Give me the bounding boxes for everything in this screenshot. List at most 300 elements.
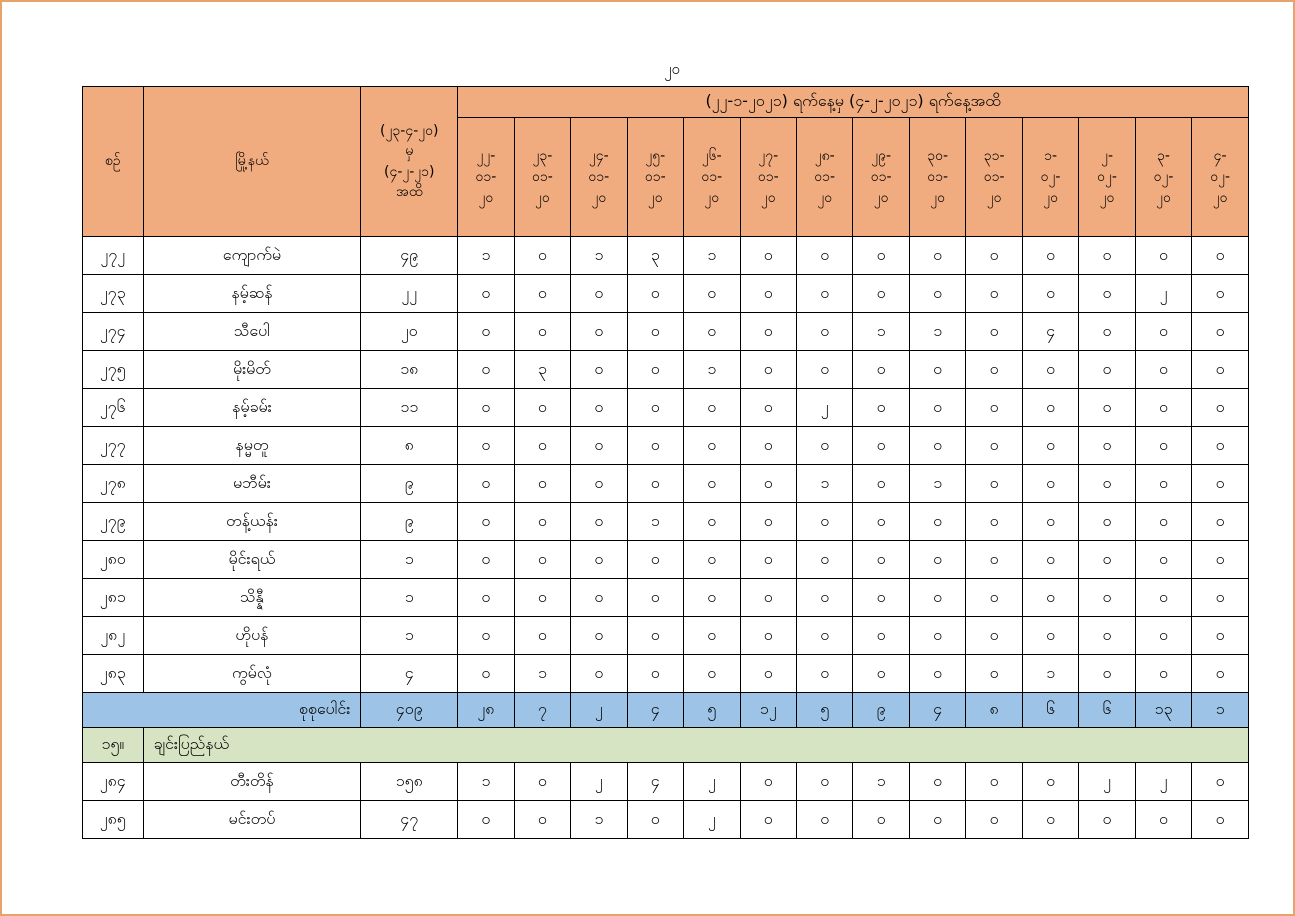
row-value: ၀ — [684, 655, 740, 693]
row-value: ၀ — [684, 503, 740, 541]
row-value: ၀ — [1135, 503, 1191, 541]
row-value: ၀ — [909, 541, 965, 579]
header-date-12-line2: ၀၂- — [1097, 168, 1117, 185]
row-value: ၀ — [458, 313, 514, 351]
row-value: ၀ — [1135, 351, 1191, 389]
row-value: ၀ — [1079, 617, 1135, 655]
row-value: ၀ — [1022, 801, 1078, 839]
total-value: ၂ — [571, 693, 627, 728]
header-date-2-line2: ၀၁- — [531, 168, 553, 185]
row-value: ၀ — [627, 313, 683, 351]
row-value: ၀ — [1192, 313, 1249, 351]
row-value: ၂ — [684, 801, 740, 839]
header-date-10-line2: ၀၁- — [983, 168, 1005, 185]
header-date-1-line1: ၂၂- — [476, 147, 496, 164]
row-value: ၀ — [853, 579, 909, 617]
table-row — [83, 351, 1249, 389]
row-value: ၀ — [796, 237, 852, 275]
row-value: ၀ — [458, 427, 514, 465]
table-row — [83, 617, 1249, 655]
total-value: ၄ — [627, 693, 683, 728]
row-value: ၀ — [853, 801, 909, 839]
row-upto: ၂၂ — [361, 275, 458, 313]
row-value: ၁ — [627, 503, 683, 541]
row-value: ၀ — [909, 801, 965, 839]
row-township: မဘီမ်း — [143, 465, 361, 503]
covid-township-table — [82, 86, 1249, 839]
header-date-9 — [909, 118, 965, 237]
row-value: ၀ — [740, 351, 796, 389]
row-value: ၀ — [966, 579, 1022, 617]
row-value: ၀ — [740, 579, 796, 617]
row-value: ၁ — [909, 313, 965, 351]
header-date-3 — [571, 118, 627, 237]
row-value: ၀ — [514, 427, 570, 465]
row-value: ၂ — [1135, 763, 1191, 801]
row-value: ၀ — [458, 655, 514, 693]
row-value: ၀ — [909, 655, 965, 693]
header-date-5-line1: ၂၆- — [701, 147, 722, 164]
row-upto: ၉ — [361, 465, 458, 503]
row-value: ၀ — [1192, 389, 1249, 427]
row-value: ၀ — [627, 655, 683, 693]
header-date-4 — [627, 118, 683, 237]
row-upto: ၁ — [361, 617, 458, 655]
row-value: ၀ — [853, 351, 909, 389]
row-value: ၀ — [1022, 579, 1078, 617]
row-value: ၀ — [458, 351, 514, 389]
header-date-3-line2: ၀၁- — [588, 168, 610, 185]
row-value: ၁ — [684, 351, 740, 389]
row-no: ၂၇၇ — [83, 427, 144, 465]
row-value: ၂ — [571, 763, 627, 801]
row-value: ၀ — [796, 275, 852, 313]
header-date-11 — [1022, 118, 1078, 237]
row-value: ၀ — [853, 617, 909, 655]
row-value: ၀ — [740, 427, 796, 465]
table-row — [83, 503, 1249, 541]
table-row — [83, 275, 1249, 313]
row-value: ၃ — [627, 237, 683, 275]
row-value: ၁ — [458, 763, 514, 801]
row-value: ၀ — [514, 389, 570, 427]
header-upto-line-1: (၂၃-၄-၂၀) — [380, 122, 439, 139]
row-value: ၀ — [514, 541, 570, 579]
row-value: ၀ — [627, 579, 683, 617]
row-value: ၀ — [1135, 655, 1191, 693]
row-value: ၀ — [1079, 503, 1135, 541]
header-date-4-line2: ၀၁- — [644, 168, 666, 185]
row-value: ၁ — [1022, 655, 1078, 693]
header-date-7-line2: ၀၁- — [814, 168, 836, 185]
total-upto: ၄၀၉ — [361, 693, 458, 728]
row-value: ၀ — [627, 465, 683, 503]
row-no: ၂၈၀ — [83, 541, 144, 579]
table-row — [83, 427, 1249, 465]
row-upto: ၁၁ — [361, 389, 458, 427]
row-value: ၀ — [1079, 655, 1135, 693]
row-upto: ၁ — [361, 541, 458, 579]
header-date-2-line1: ၂၃- — [532, 147, 553, 164]
row-value: ၀ — [458, 389, 514, 427]
header-date-12-line1: ၂- — [1101, 147, 1114, 164]
row-value: ၀ — [514, 617, 570, 655]
row-value: ၀ — [1079, 579, 1135, 617]
row-value: ၀ — [684, 427, 740, 465]
row-value: ၀ — [684, 541, 740, 579]
table-row — [83, 465, 1249, 503]
header-date-8-line3: ၂၀ — [873, 189, 889, 206]
row-value: ၀ — [966, 465, 1022, 503]
row-value: ၀ — [853, 655, 909, 693]
row-value: ၀ — [1079, 427, 1135, 465]
row-value: ၀ — [627, 541, 683, 579]
table-body — [83, 237, 1249, 839]
total-value: ၁၃ — [1135, 693, 1191, 728]
total-label: စုစုပေါင်း — [83, 693, 361, 728]
row-value: ၀ — [514, 465, 570, 503]
row-upto: ၄ — [361, 655, 458, 693]
row-township: မိုင်းရယ် — [143, 541, 361, 579]
row-value: ၀ — [966, 313, 1022, 351]
row-value: ၀ — [514, 237, 570, 275]
header-date-13-line3: ၂၀ — [1156, 189, 1171, 206]
row-value: ၀ — [796, 313, 852, 351]
row-value: ၀ — [571, 351, 627, 389]
table-row — [83, 655, 1249, 693]
total-value: ၅ — [796, 693, 852, 728]
row-value: ၀ — [1192, 801, 1249, 839]
total-value: ၈ — [966, 693, 1022, 728]
row-value: ၁ — [571, 237, 627, 275]
header-date-1-line2: ၀၁- — [475, 168, 497, 185]
row-value: ၀ — [627, 801, 683, 839]
row-value: ၀ — [627, 351, 683, 389]
row-value: ၀ — [796, 351, 852, 389]
row-value: ၀ — [1192, 503, 1249, 541]
row-value: ၀ — [571, 655, 627, 693]
row-value: ၀ — [1135, 617, 1191, 655]
header-date-9-line1: ၃၀- — [927, 147, 949, 164]
row-value: ၀ — [796, 617, 852, 655]
row-value: ၂ — [796, 389, 852, 427]
row-value: ၀ — [909, 763, 965, 801]
row-township: သီပေါ — [143, 313, 361, 351]
row-value: ၀ — [853, 465, 909, 503]
row-value: ၀ — [1192, 617, 1249, 655]
row-value: ၀ — [966, 541, 1022, 579]
row-value: ၀ — [909, 237, 965, 275]
row-value: ၀ — [684, 275, 740, 313]
header-date-5-line2: ၀၁- — [701, 168, 723, 185]
table-row — [83, 313, 1249, 351]
row-value: ၀ — [853, 275, 909, 313]
row-value: ၀ — [458, 541, 514, 579]
row-no: ၂၇၆ — [83, 389, 144, 427]
header-date-14-line3: ၂၀ — [1212, 189, 1228, 206]
row-township: ကျောက်မဲ — [143, 237, 361, 275]
header-date-3-line1: ၂၄- — [588, 147, 609, 164]
row-value: ၀ — [1192, 237, 1249, 275]
row-value: ၃ — [514, 351, 570, 389]
total-value: ၁ — [1192, 693, 1249, 728]
header-date-10 — [966, 118, 1022, 237]
header-date-4-line1: ၂၅- — [645, 147, 666, 164]
row-value: ၀ — [571, 427, 627, 465]
row-value: ၀ — [966, 237, 1022, 275]
header-col-no: စဉ် — [83, 87, 144, 237]
row-value: ၀ — [909, 275, 965, 313]
row-value: ၀ — [458, 503, 514, 541]
row-value: ၀ — [1192, 351, 1249, 389]
header-upto-line-4: အထိ — [396, 183, 423, 200]
row-value: ၀ — [1135, 389, 1191, 427]
row-value: ၀ — [571, 579, 627, 617]
table-header — [83, 87, 1249, 237]
table-row — [83, 237, 1249, 275]
header-col-township: မြို့နယ် — [143, 87, 361, 237]
state-name: ချင်းပြည်နယ် — [143, 728, 1249, 763]
data-table — [82, 86, 1249, 839]
row-value: ၀ — [1192, 465, 1249, 503]
header-date-2-line3: ၂၀ — [534, 189, 550, 206]
row-value: ၀ — [1079, 541, 1135, 579]
row-township: သိန္နီ — [143, 579, 361, 617]
row-upto: ၄၇ — [361, 801, 458, 839]
row-value: ၀ — [571, 313, 627, 351]
row-township: နမ္မတူ — [143, 427, 361, 465]
row-township: တန့်ယန်း — [143, 503, 361, 541]
header-date-10-line1: ၃၁- — [983, 147, 1005, 164]
row-value: ၀ — [909, 503, 965, 541]
row-value: ၀ — [796, 655, 852, 693]
row-value: ၀ — [1135, 465, 1191, 503]
row-township: မင်းတပ် — [143, 801, 361, 839]
row-value: ၀ — [796, 801, 852, 839]
row-value: ၂ — [684, 763, 740, 801]
row-value: ၀ — [514, 801, 570, 839]
row-upto: ၈ — [361, 427, 458, 465]
row-value: ၀ — [796, 763, 852, 801]
header-date-4-line3: ၂၀ — [647, 189, 663, 206]
state-group-row — [83, 728, 1249, 763]
row-value: ၀ — [1135, 313, 1191, 351]
row-value: ၁ — [796, 465, 852, 503]
row-value: ၀ — [627, 389, 683, 427]
row-value: ၂ — [1135, 275, 1191, 313]
table-row — [83, 763, 1249, 801]
row-value: ၁ — [571, 801, 627, 839]
row-value: ၀ — [627, 275, 683, 313]
header-date-3-line3: ၂၀ — [591, 189, 607, 206]
header-upto-line-2: မှ — [405, 143, 414, 160]
row-value: ၀ — [1022, 275, 1078, 313]
row-value: ၀ — [853, 389, 909, 427]
row-value: ၁ — [909, 465, 965, 503]
row-value: ၀ — [571, 617, 627, 655]
header-date-12-line3: ၂၀ — [1099, 189, 1115, 206]
row-value: ၁ — [853, 763, 909, 801]
row-value: ၀ — [1079, 237, 1135, 275]
row-value: ၀ — [1022, 427, 1078, 465]
header-date-5-line3: ၂၀ — [704, 189, 720, 206]
row-value: ၀ — [1079, 465, 1135, 503]
total-value: ၄ — [909, 693, 965, 728]
row-value: ၀ — [1192, 427, 1249, 465]
header-date-13-line1: ၃- — [1157, 147, 1170, 164]
header-date-8 — [853, 118, 909, 237]
row-value: ၀ — [1135, 237, 1191, 275]
row-value: ၀ — [1022, 503, 1078, 541]
row-value: ၀ — [740, 275, 796, 313]
row-value: ၀ — [740, 313, 796, 351]
row-value: ၀ — [853, 427, 909, 465]
row-value: ၀ — [740, 655, 796, 693]
row-value: ၀ — [1022, 237, 1078, 275]
row-value: ၀ — [627, 617, 683, 655]
row-no: ၂၇၃ — [83, 275, 144, 313]
row-value: ၀ — [1079, 389, 1135, 427]
row-no: ၂၇၄ — [83, 313, 144, 351]
row-value: ၀ — [853, 541, 909, 579]
header-date-8-line2: ၀၁- — [870, 168, 892, 185]
row-value: ၀ — [514, 313, 570, 351]
header-date-7-line3: ၂၀ — [817, 189, 833, 206]
row-value: ၀ — [909, 427, 965, 465]
row-value: ၀ — [571, 389, 627, 427]
row-value: ၀ — [909, 579, 965, 617]
header-date-11-line2: ၀၂- — [1040, 168, 1061, 185]
row-value: ၀ — [1079, 275, 1135, 313]
row-value: ၀ — [627, 427, 683, 465]
row-value: ၀ — [1135, 541, 1191, 579]
row-value: ၀ — [796, 579, 852, 617]
header-date-6-line1: ၂၇- — [758, 147, 779, 164]
row-value: ၀ — [740, 503, 796, 541]
row-value: ၀ — [966, 351, 1022, 389]
row-value: ၀ — [909, 617, 965, 655]
row-value: ၀ — [458, 579, 514, 617]
row-value: ၀ — [1192, 275, 1249, 313]
header-date-9-line2: ၀၁- — [927, 168, 949, 185]
row-value: ၄ — [627, 763, 683, 801]
row-value: ၂ — [1079, 763, 1135, 801]
row-value: ၀ — [514, 503, 570, 541]
row-value: ၀ — [458, 801, 514, 839]
row-value: ၀ — [796, 427, 852, 465]
row-value: ၀ — [909, 389, 965, 427]
row-value: ၀ — [796, 541, 852, 579]
table-row — [83, 801, 1249, 839]
row-no: ၂၇၅ — [83, 351, 144, 389]
row-value: ၀ — [966, 427, 1022, 465]
header-date-11-line1: ၁- — [1044, 147, 1058, 164]
row-upto: ၁ — [361, 579, 458, 617]
row-value: ၀ — [740, 541, 796, 579]
page-number: ၂၀ — [664, 60, 680, 78]
row-value: ၀ — [571, 465, 627, 503]
row-value: ၀ — [966, 801, 1022, 839]
header-date-6-line3: ၂၀ — [760, 189, 776, 206]
row-value: ၀ — [1022, 763, 1078, 801]
row-value: ၀ — [909, 351, 965, 389]
row-value: ၁ — [514, 655, 570, 693]
row-value: ၀ — [684, 579, 740, 617]
row-value: ၀ — [796, 503, 852, 541]
header-date-1 — [458, 118, 514, 237]
row-value: ၀ — [514, 275, 570, 313]
row-township: နမ့်ဆန် — [143, 275, 361, 313]
row-upto: ၉ — [361, 503, 458, 541]
header-date-11-line3: ၂၀ — [1043, 189, 1058, 206]
table-row — [83, 541, 1249, 579]
header-date-8-line1: ၂၉- — [871, 147, 892, 164]
row-value: ၀ — [740, 237, 796, 275]
row-value: ၁ — [684, 237, 740, 275]
row-no: ၂၈၅ — [83, 801, 144, 839]
row-value: ၀ — [1079, 351, 1135, 389]
row-value: ၀ — [1135, 427, 1191, 465]
row-value: ၀ — [966, 389, 1022, 427]
row-value: ၀ — [1022, 389, 1078, 427]
row-township: ဟိုပန် — [143, 617, 361, 655]
row-no: ၂၈၂ — [83, 617, 144, 655]
total-value: ၆ — [1022, 693, 1078, 728]
row-value: ၀ — [1135, 801, 1191, 839]
row-value: ၀ — [571, 275, 627, 313]
row-value: ၀ — [1079, 801, 1135, 839]
row-value: ၀ — [1192, 579, 1249, 617]
total-value: ၉ — [853, 693, 909, 728]
state-number: ၁၅။ — [83, 728, 144, 763]
header-date-6 — [740, 118, 796, 237]
row-value: ၀ — [458, 275, 514, 313]
row-value: ၀ — [684, 389, 740, 427]
header-date-14-line1: ၄- — [1213, 147, 1227, 164]
row-value: ၀ — [1022, 351, 1078, 389]
row-value: ၀ — [1022, 465, 1078, 503]
total-value: ၁၂ — [740, 693, 796, 728]
row-value: ၀ — [1022, 617, 1078, 655]
row-value: ၀ — [1135, 579, 1191, 617]
header-date-14-line2: ၀၂- — [1210, 168, 1231, 185]
row-no: ၂၇၈ — [83, 465, 144, 503]
row-upto: ၁၅၈ — [361, 763, 458, 801]
row-value: ၀ — [966, 503, 1022, 541]
header-date-1-line3: ၂၀ — [478, 189, 494, 206]
row-value: ၀ — [853, 237, 909, 275]
header-date-10-line3: ၂၀ — [986, 189, 1002, 206]
header-col-upto — [361, 87, 458, 237]
header-date-2 — [514, 118, 570, 237]
header-upto-line-3: (၄-၂-၂၁) — [383, 163, 435, 180]
total-value: ၆ — [1079, 693, 1135, 728]
row-township: နမ့်ခမ်း — [143, 389, 361, 427]
total-row — [83, 693, 1249, 728]
row-value: ၀ — [966, 617, 1022, 655]
row-upto: ၄၉ — [361, 237, 458, 275]
header-date-7 — [796, 118, 852, 237]
row-value: ၀ — [740, 389, 796, 427]
header-date-14 — [1192, 118, 1249, 237]
total-value: ၇ — [514, 693, 570, 728]
row-value: ၀ — [740, 465, 796, 503]
row-value: ၀ — [571, 503, 627, 541]
row-township: တီးတိန် — [143, 763, 361, 801]
row-value: ၀ — [853, 503, 909, 541]
row-value: ၀ — [966, 655, 1022, 693]
row-value: ၀ — [684, 617, 740, 655]
